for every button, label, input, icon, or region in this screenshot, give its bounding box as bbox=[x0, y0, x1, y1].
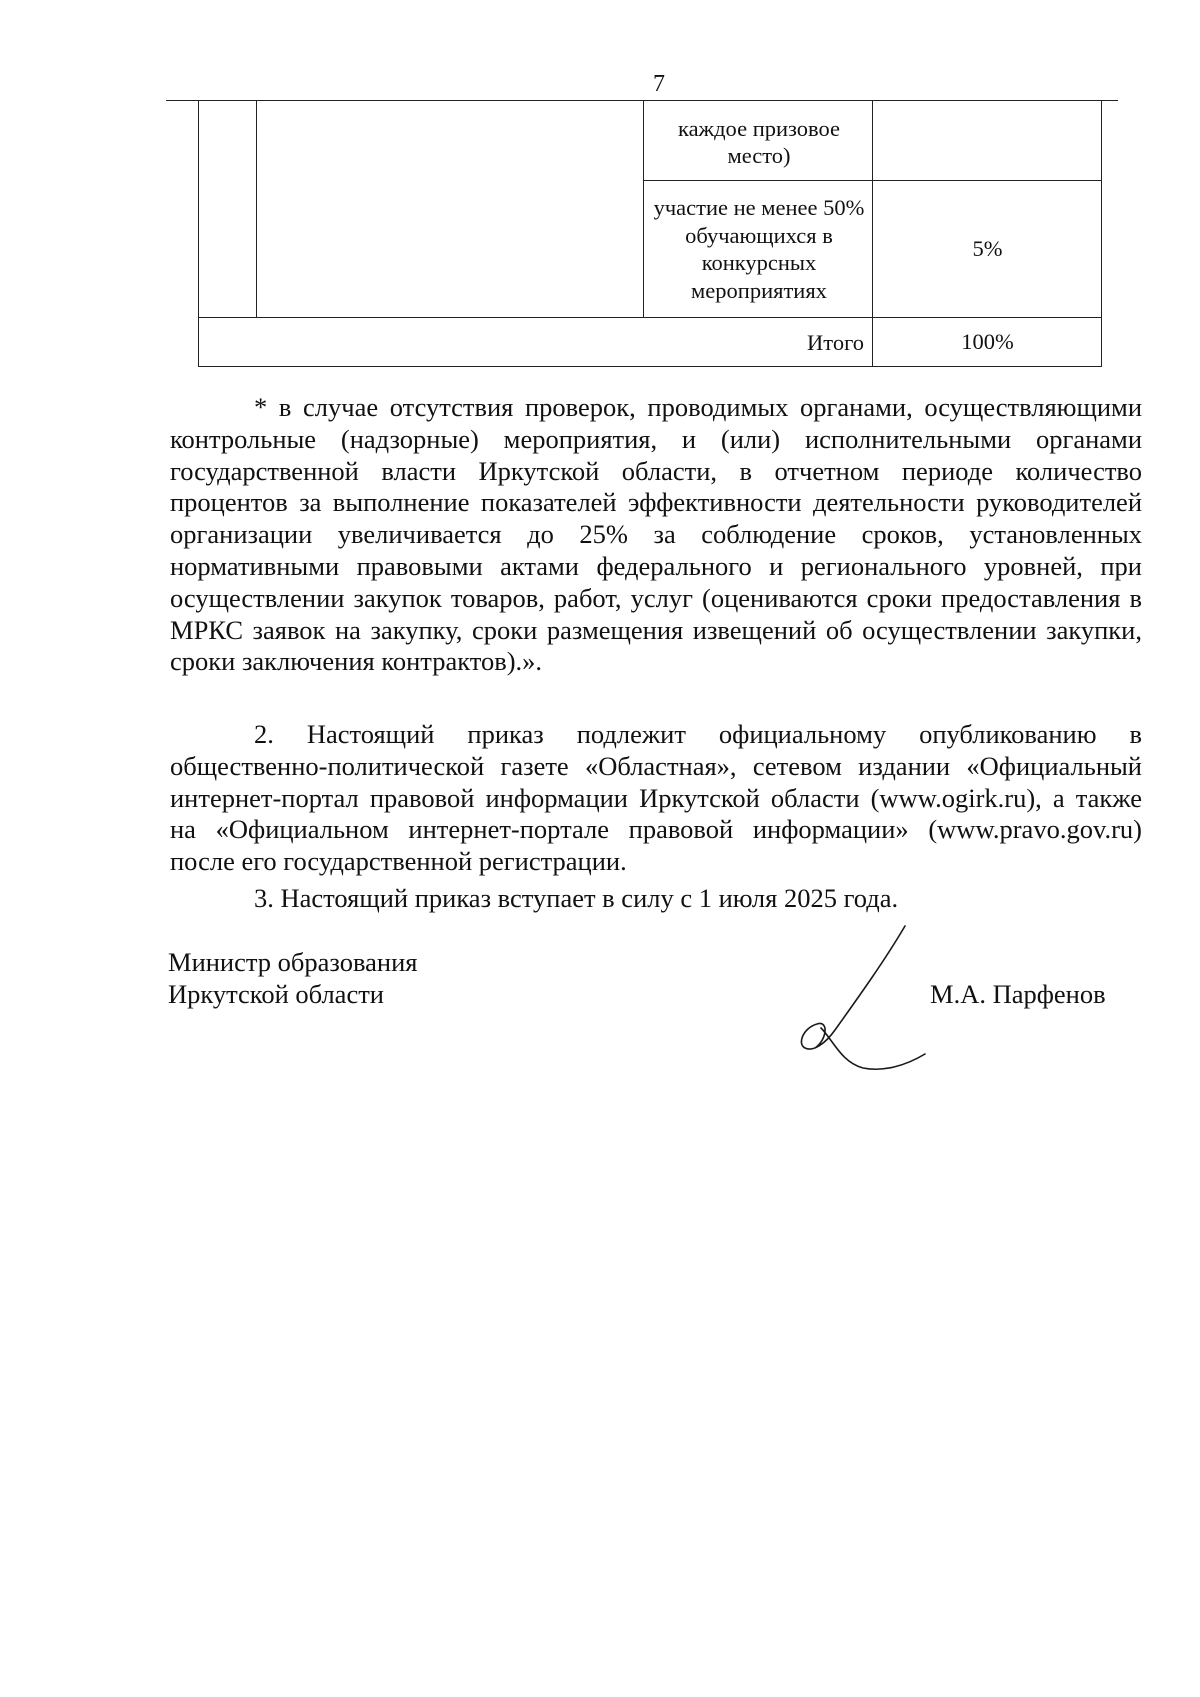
table-border-left bbox=[198, 101, 199, 366]
value-text: 5% bbox=[972, 235, 1003, 261]
footnote-paragraph: * в случае отсутствия проверок, проводимых органами, осуществляющими контрольные (надзорные) мероприятия, и (или) исполнительными органами государственной власти Иркутской области, в отчетном периоде количество процентов за выполнение показателей эффективности деятельности руководителей организации увеличивается до 25% за соблюдение сроков, установленных нормативными правовыми актами федерального и регионального уровней, при осуществлении закупок товаров, работ, услуг (оцениваются сроки предоставления в МРКС заявок на закупку, сроки размещения извещений об осуществлении закупки, сроки заключения контрактов).». bbox=[170, 392, 1142, 677]
table-row bbox=[646, 183, 872, 315]
criteria-table bbox=[198, 101, 1102, 366]
signature-block bbox=[168, 946, 417, 1010]
table-border-right bbox=[1101, 101, 1102, 366]
table-row-divider bbox=[198, 317, 1102, 318]
total-label: Итого bbox=[807, 330, 864, 355]
table-column-divider bbox=[872, 101, 873, 366]
paragraph-item-3: 3. Настоящий приказ вступает в силу с 1 июля 2025 года. bbox=[254, 883, 899, 913]
total-value: 100% bbox=[961, 329, 1014, 355]
signer-position: Министр образования bbox=[168, 947, 418, 977]
table-column-divider bbox=[643, 101, 644, 317]
value-cell bbox=[874, 101, 1101, 180]
table-border-bottom bbox=[198, 366, 1102, 367]
page-number: 7 bbox=[653, 71, 665, 97]
table-column-divider bbox=[256, 101, 257, 317]
value-cell bbox=[874, 180, 1101, 317]
paragraph-item-2: 2. Настоящий приказ подлежит официальному опубликованию в общественно-политической газете «Областная», сетевом издании «Официальный интернет-портал правовой информации Иркутской области (www.ogirk.ru), а также на «Официальном интернет-портале правовой информации» (www.pravo.gov.ru) после его государственной регистрации. bbox=[170, 719, 1142, 877]
table-row bbox=[646, 107, 872, 177]
handwritten-signature bbox=[785, 920, 935, 1080]
criterion-cell: каждое призовое место) bbox=[677, 115, 841, 168]
signer-organization: Иркутской области bbox=[168, 979, 384, 1009]
signer-name: М.А. Парфенов bbox=[930, 979, 1106, 1009]
criterion-cell: участие не менее 50% обучающихся в конкурсных мероприятиях bbox=[653, 195, 865, 303]
